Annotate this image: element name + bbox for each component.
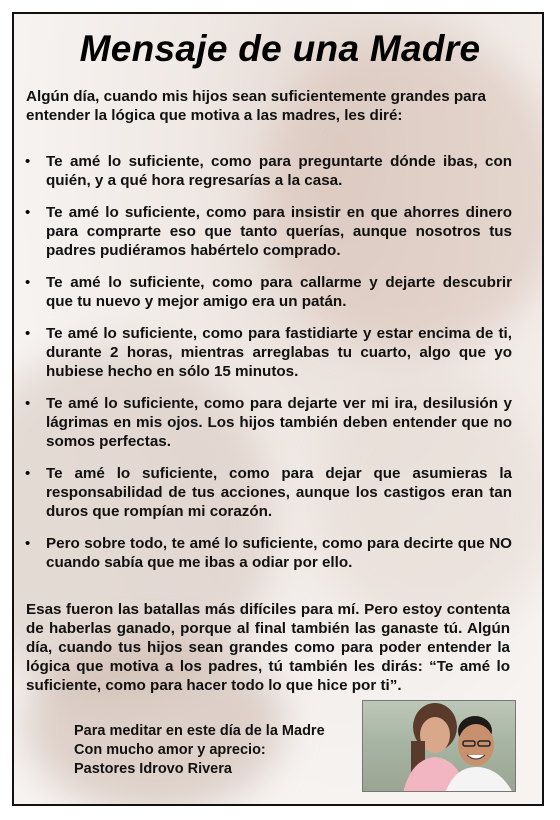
list-item: [22, 273, 512, 311]
list-item-text: Te amé lo suficiente, como para dejarte ver mi ira, desilusión y lágrimas en mis ojos. Los hijos también deben entender que no somos perfectas.: [46, 395, 512, 450]
list-item: [22, 394, 512, 451]
list-item: [22, 203, 512, 260]
signature-line: Para meditar en este día de la Madre: [74, 723, 325, 739]
list-item-text: Te amé lo suficiente, como para preguntarte dónde ibas, con quién, y a qué hora regresarías a la casa.: [46, 153, 512, 189]
list-item: [22, 324, 512, 381]
list-item: [22, 534, 512, 572]
bullet-icon: •: [25, 153, 31, 170]
bullet-list: [22, 152, 512, 585]
intro-paragraph: Algún día, cuando mis hijos sean suficientemente grandes para entender la lógica que motiva a las madres, les diré:: [26, 88, 486, 124]
list-item-text: Te amé lo suficiente, como para insistir en que ahorres dinero para comprarte eso que tanto querías, aunque nosotros tus padres pudiéramos habértelo comprado.: [46, 204, 512, 259]
bullet-icon: •: [25, 465, 31, 482]
list-item-text: Pero sobre todo, te amé lo suficiente, como para decirte que NO cuando sabía que me ibas a odiar por ello.: [46, 535, 512, 571]
list-item-text: Te amé lo suficiente, como para fastidiarte y estar encima de ti, durante 2 horas, mientras arreglabas tu cuarto, algo que yo hubiese hecho en sólo 15 minutos.: [46, 325, 512, 380]
signature-block: [74, 722, 364, 779]
list-item: [22, 464, 512, 521]
list-item: [22, 152, 512, 190]
page-title: Mensaje de una Madre: [79, 28, 481, 69]
signature-line: Con mucho amor y aprecio:: [74, 742, 266, 758]
closing-paragraph: Esas fueron las batallas más difíciles para mí. Pero estoy contenta de haberlas ganado, porque al final también las ganaste tú. Algún día, cuando tus hijos sean grandes como para poder entender la lógica que motiva a los padres, tú también les dirás: “Te amé lo suficiente, como para hacer todo lo que hice por ti”.: [26, 601, 510, 694]
bullet-icon: •: [25, 204, 31, 221]
signature-name: Pastores Idrovo Rivera: [74, 761, 232, 777]
bullet-icon: •: [25, 535, 31, 552]
bullet-icon: •: [25, 395, 31, 412]
bullet-icon: •: [25, 274, 31, 291]
list-item-text: Te amé lo suficiente, como para callarme y dejarte descubrir que tu nuevo y mejor amigo era un patán.: [46, 274, 512, 310]
list-item-text: Te amé lo suficiente, como para dejar que asumieras la responsabilidad de tus acciones, aunque los castigos eran tan duros que rompían mi corazón.: [46, 465, 512, 520]
couple-photo-illustration: [363, 701, 516, 792]
couple-photo: [362, 700, 516, 792]
bullet-icon: •: [25, 325, 31, 342]
